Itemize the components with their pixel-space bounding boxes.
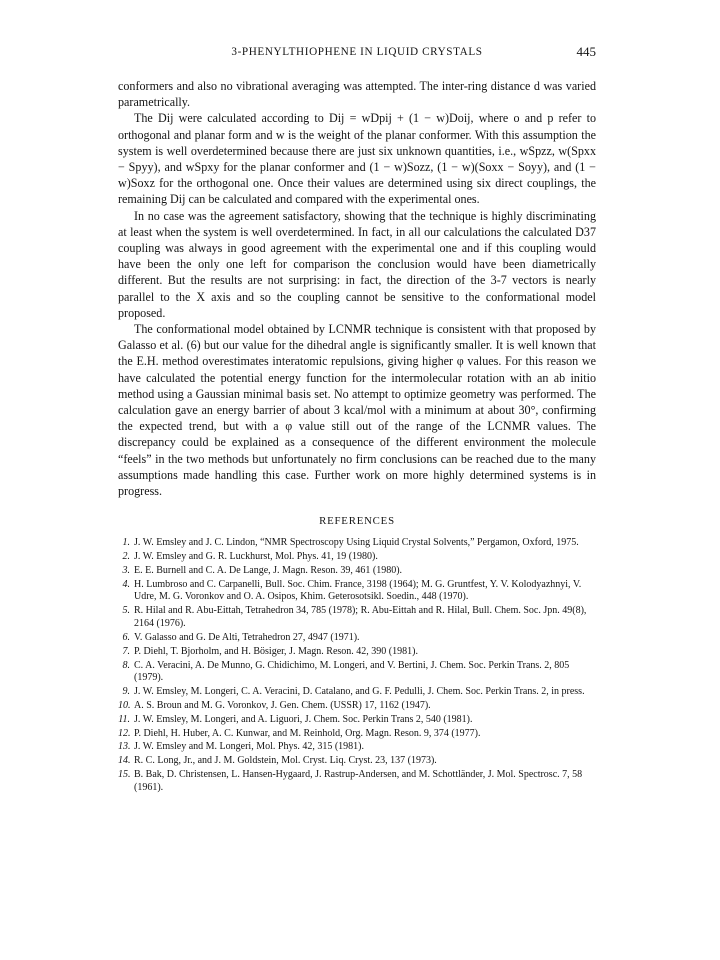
reference-item	[118, 686, 596, 699]
reference-text: P. Diehl, T. Bjorholm, and H. Bösiger, J. Magn. Reson. 42, 390 (1981).	[134, 645, 418, 657]
reference-number: 4.	[122, 578, 130, 590]
reference-number: 13.	[118, 741, 131, 753]
reference-text: P. Diehl, H. Huber, A. C. Kunwar, and M. Reinhold, Org. Magn. Reson. 9, 374 (1977).	[134, 727, 481, 739]
reference-number: 2.	[122, 551, 130, 563]
reference-item	[118, 551, 596, 564]
reference-text: J. W. Emsley, M. Longeri, and A. Liguori, J. Chem. Soc. Perkin Trans 2, 540 (1981).	[134, 713, 473, 725]
paragraph: The conformational model obtained by LCNMR technique is consistent with that proposed by Galasso et al. (6) but our value for the dihedral angle is significantly smaller. It is well known that the E.H. method overestimates interatomic repulsions, giving higher φ values. For this reason we have calculated the potential energy function for the intermolecular rotation with an ab initio method using a Gaussian minimal basis set. No attempt to optimize geometry was performed. The calculation gave an energy barrier of about 3 kcal/mol with a minimum at about 30°, confirming the expected trend, but with a φ value still out of the range of the LCNMR values. The discrepancy could be explained as a consequence of the different environment the molecule “feels” in the two methods but unfortunately no firm conclusions can be reached due to the many assumptions made handling this case. Further work on more highly determined systems is in progress.	[118, 322, 596, 499]
paragraph: conformers and also no vibrational averaging was attempted. The inter-ring distance d was varied parametrically.	[118, 79, 596, 110]
reference-number: 6.	[122, 631, 130, 643]
reference-list	[118, 537, 596, 794]
reference-text: V. Galasso and G. De Alti, Tetrahedron 27, 4947 (1971).	[134, 631, 360, 643]
reference-number: 14.	[118, 755, 131, 767]
reference-item	[118, 755, 596, 768]
reference-number: 8.	[122, 659, 130, 671]
references-heading: REFERENCES	[319, 515, 395, 528]
reference-item	[118, 605, 596, 630]
reference-number: 9.	[122, 685, 130, 697]
reference-text: C. A. Veracini, A. De Munno, G. Chidichimo, M. Longeri, and V. Bertini, J. Chem. Soc. Perkin Trans. 2, 805 (1979).	[134, 659, 570, 684]
reference-item	[118, 537, 596, 550]
reference-item	[118, 565, 596, 578]
reference-item	[118, 700, 596, 713]
reference-item	[118, 741, 596, 754]
reference-text: R. Hilal and R. Abu-Eittah, Tetrahedron 34, 785 (1978); R. Abu-Eittah and R. Hilal, Bull. Chem. Soc. Jpn. 49(8), 2164 (1976).	[134, 605, 587, 629]
paragraph: In no case was the agreement satisfactory, showing that the technique is highly discriminating at least when the system is well overdetermined. In fact, in all our calculations the calculated D37 coupling was always in good agreement with the experimental one and if this coupling would have been the only one left for comparison the conclusion would have been diametrically different. But the results are not surprising: in fact, the direction of the 3-7 vectors is nearly parallel to the X axis and so the coupling cannot be sensitive to the conformational model proposed.	[118, 208, 596, 320]
page-number: 445	[576, 44, 596, 59]
page-header	[118, 44, 596, 62]
reference-number: 12.	[118, 727, 131, 739]
reference-text: J. W. Emsley, M. Longeri, C. A. Veracini, D. Catalano, and G. F. Pedulli, J. Chem. Soc. Perkin Trans. 2, in press.	[134, 685, 585, 697]
running-title: 3-PHENYLTHIOPHENE IN LIQUID CRYSTALS	[231, 46, 483, 58]
reference-number: 5.	[122, 605, 130, 617]
reference-text: E. E. Burnell and C. A. De Lange, J. Magn. Reson. 39, 461 (1980).	[134, 565, 403, 577]
paragraph: The Dij were calculated according to Dij = wDpij + (1 − w)Doij, where o and p refer to orthogonal and planar form and w is the weight of the planar conformer. With this assumption the system is well overdetermined because there are just six unknown quantities, i.e., wSpzz, w(Spxx − Spyy), and wSpxy for the planar conformer and (1 − w)Sozz, (1 − w)(Soxx − Soyy), and (1 − w)Soxz for the orthogonal one. Once their values are determined using six direct couplings, the remaining Dij can be calculated and compared with the experimental ones.	[118, 111, 596, 207]
reference-number: 3.	[122, 565, 130, 577]
reference-number: 11.	[118, 713, 130, 725]
reference-item	[118, 632, 596, 645]
reference-text: H. Lumbroso and C. Carpanelli, Bull. Soc. Chim. France, 3198 (1964); M. G. Gruntfest, Y. V. Kolodyazhnyi, V. Udre, M. G. Voronkov and O. A. Osipos, Khim. Geterosotsikl. Soedin., 448 (1970).	[134, 578, 582, 603]
reference-item	[118, 714, 596, 727]
reference-number: 7.	[122, 645, 130, 657]
reference-number: 15.	[118, 769, 131, 781]
reference-text: J. W. Emsley and J. C. Lindon, “NMR Spectroscopy Using Liquid Crystal Solvents,” Pergamon, Oxford, 1975.	[134, 537, 579, 549]
journal-page	[118, 44, 596, 796]
reference-item	[118, 769, 596, 794]
reference-number: 10.	[118, 699, 131, 711]
reference-text: J. W. Emsley and M. Longeri, Mol. Phys. 42, 315 (1981).	[134, 741, 364, 753]
reference-text: B. Bak, D. Christensen, L. Hansen-Hygaard, J. Rastrup-Andersen, and M. Schottländer, J. Mol. Spectrosc. 7, 58 (1961).	[134, 769, 583, 793]
reference-text: A. S. Broun and M. G. Voronkov, J. Gen. Chem. (USSR) 17, 1162 (1947).	[134, 699, 431, 711]
reference-text: R. C. Long, Jr., and J. M. Goldstein, Mol. Cryst. Liq. Cryst. 23, 137 (1973).	[134, 755, 437, 767]
reference-item	[118, 579, 596, 604]
reference-item	[118, 728, 596, 741]
reference-item	[118, 660, 596, 685]
reference-number: 1.	[122, 537, 130, 549]
reference-text: J. W. Emsley and G. R. Luckhurst, Mol. Phys. 41, 19 (1980).	[134, 551, 378, 563]
reference-item	[118, 646, 596, 659]
article-body	[118, 78, 596, 499]
